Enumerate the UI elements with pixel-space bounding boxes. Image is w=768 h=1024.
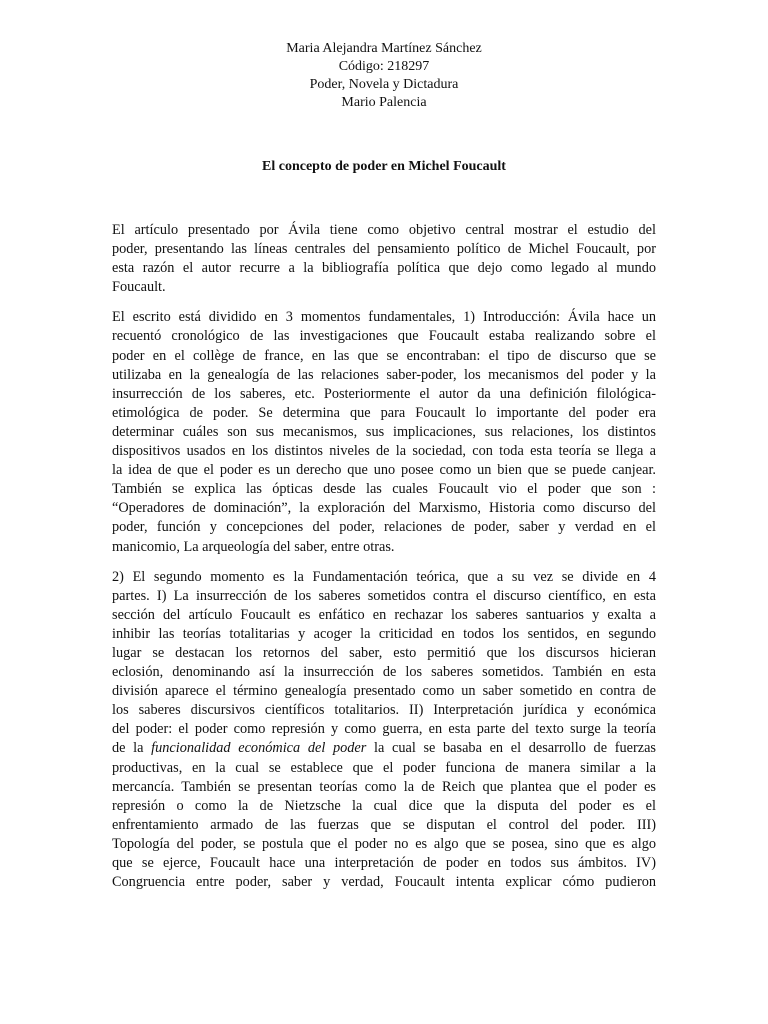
text-line: manicomio, La arqueología del saber, entre otras. bbox=[112, 538, 395, 555]
text-line: utilizaba en la genealogía de las relaciones saber-poder, los mecanismos del poder y la bbox=[112, 366, 656, 383]
paragraph bbox=[112, 308, 656, 556]
text-line: enfrentamiento armado de las fuerzas que se disputan el control del poder. III) bbox=[112, 816, 656, 833]
text-line: recuentó cronológico de las investigaciones que Foucault estaba realizando sobre el bbox=[112, 328, 656, 345]
text-line: partes. I) La insurrección de los saberes sometidos contra el discurso científico, en esta bbox=[112, 587, 656, 604]
text-line: Topología del poder, se postula que el poder no es algo que se posea, sino que es algo bbox=[112, 835, 656, 852]
text-line: El escrito está dividido en 3 momentos fundamentales, 1) Introducción: Ávila hace un bbox=[112, 309, 656, 326]
professor-name: Mario Palencia bbox=[341, 95, 427, 110]
text-line: dispositivos usados en los distintos niveles de la sociedad, con toda esta teoría se llega a bbox=[112, 443, 656, 460]
text-line: inhibir las teorías totalitarias y acoger la criticidad en todos los sentidos, en segundo bbox=[112, 625, 656, 642]
text-line: la idea de que el poder es un derecho que uno posee como un bien que se puede canjear. bbox=[112, 462, 656, 479]
author-name: Maria Alejandra Martínez Sánchez bbox=[286, 41, 482, 56]
text-line: productivas, en la cual se establece que el poder funciona de manera similar a la bbox=[112, 759, 656, 776]
text-line: El artículo presentado por Ávila tiene como objetivo central mostrar el estudio del bbox=[112, 222, 656, 238]
text-line: los saberes discursivos científicos totalitarios. II) Interpretación jurídica y económica bbox=[112, 702, 656, 719]
text-line: Foucault. bbox=[112, 279, 166, 296]
text-line: poder en el collège de france, en las que se encontraban: el tipo de discurso que se bbox=[112, 347, 656, 364]
document-header bbox=[0, 40, 768, 112]
paragraph bbox=[112, 568, 656, 893]
text-line: lugar se destacan los retornos del saber, esto permitió que los discursos hicieran bbox=[112, 644, 656, 661]
text-line: represión o como la de Nietzsche la cual dice que la disputa del poder es el bbox=[112, 797, 656, 814]
document-body bbox=[112, 221, 656, 903]
text-line: 2) El segundo momento es la Fundamentación teórica, que a su vez se divide en 4 bbox=[112, 568, 656, 585]
text-line: que se ejerce, Foucault hace una interpretación de poder en todos sus ámbitos. IV) bbox=[112, 855, 656, 871]
text-line: división aparece el término genealogía presentado como un saber sometido en contra de bbox=[112, 683, 656, 700]
student-code: Código: 218297 bbox=[338, 59, 430, 74]
text-line: También se explica las ópticas desde las cuales Foucault vio el poder que son : bbox=[112, 481, 656, 498]
text-line: “Operadores de dominación”, la exploración del Marxismo, Historia como discurso del bbox=[112, 500, 656, 517]
italic-phrase: funcionalidad económica del poder bbox=[151, 740, 367, 757]
text-line: insurrección de los saberes, etc. Posteriormente el autor da una definición filológica- bbox=[112, 385, 656, 402]
text-line: determinar cuáles son sus mecanismos, sus implicaciones, sus relaciones, los distintos bbox=[112, 423, 656, 440]
text-line: Congruencia entre poder, saber y verdad, Foucault intenta explicar cómo pudieron bbox=[112, 874, 656, 891]
text-line: etimológica de poder. Se determina que para Foucault lo importante del poder era bbox=[112, 404, 656, 421]
paragraph bbox=[112, 221, 656, 297]
text-line: esta razón el autor recurre a la bibliografía política que dejo como legado al mundo bbox=[112, 260, 656, 277]
document-title: El concepto de poder en Michel Foucault bbox=[262, 159, 506, 174]
text-line: poder, función y concepciones del poder, relaciones de poder, saber y verdad en el bbox=[112, 519, 656, 536]
text-line: de la funcionalidad económica del poder la cual se basaba en el desarrollo de fuerzas bbox=[112, 740, 656, 757]
text-line: eclosión, denominando así la insurrección de los saberes sometidos. También en esta bbox=[112, 664, 656, 681]
text-line: sección del artículo Foucault es enfático en rechazar los saberes santuarios y exalta a bbox=[112, 606, 656, 623]
text-line: mercancía. También se presentan teorías como la de Reich que plantea que el poder es bbox=[112, 778, 656, 795]
course-name: Poder, Novela y Dictadura bbox=[309, 77, 459, 92]
text-line: del poder: el poder como represión y como guerra, en esta parte del texto surge la teoría bbox=[112, 721, 656, 738]
text-line: poder, presentando las líneas centrales del pensamiento político de Michel Foucault, por bbox=[112, 241, 656, 258]
